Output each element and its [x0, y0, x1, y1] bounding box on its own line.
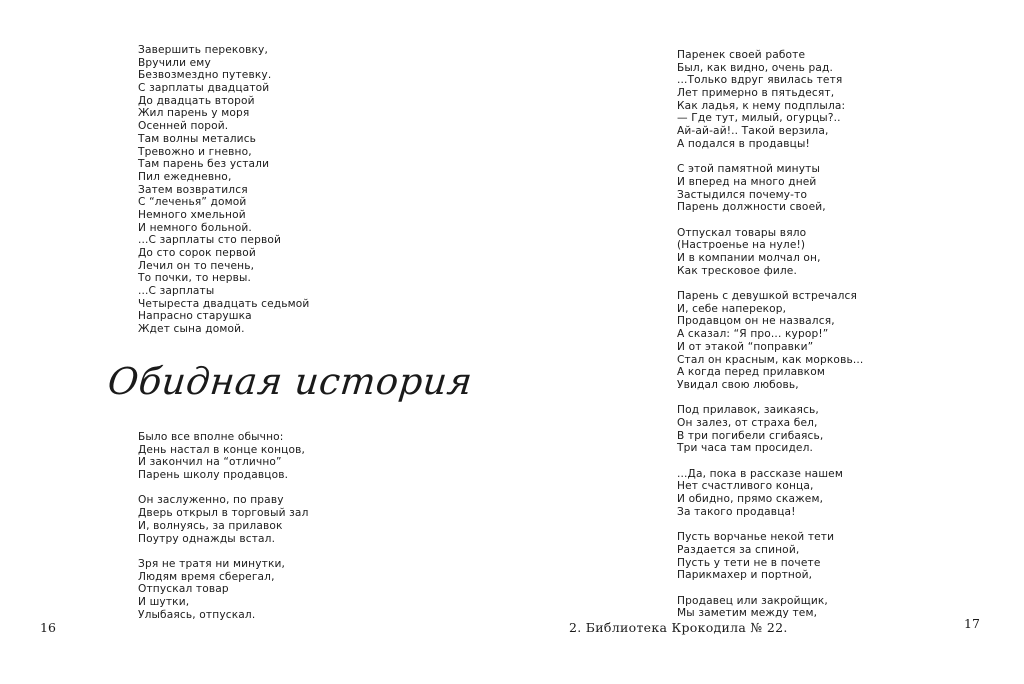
verse-line: Как тресковое филе. — [677, 264, 797, 277]
poem-left-column — [138, 431, 309, 621]
verse-line: Пусть ворчанье некой тети — [677, 531, 835, 544]
verse-line: С зарплаты двадцатой — [138, 82, 270, 95]
verse-line: Он залез, от страха бел, — [677, 416, 818, 429]
verse-line: Парень школу продавцов. — [138, 469, 289, 482]
verse-line: День настал в конце концов, — [138, 443, 306, 456]
verse-line: Нет счастливого конца, — [677, 480, 814, 493]
verse-line: А подался в продавцы! — [677, 137, 810, 150]
verse-line: Лечил он то печень, — [138, 259, 255, 272]
verse-line: Жил парень у моря — [138, 107, 250, 120]
verse-line: И, волнуясь, за прилавок — [138, 519, 283, 532]
verse-line: Осенней порой. — [138, 120, 229, 133]
verse-line: ...Только вдруг явилась тетя — [677, 74, 843, 87]
verse-line: Немного хмельной — [138, 208, 246, 221]
verse-line: Было все вполне обычно: — [138, 431, 284, 443]
stanza-gap — [677, 151, 863, 164]
verse-line: Улыбаясь, отпускал. — [138, 608, 256, 621]
verse-line: Три часа там просидел. — [677, 442, 814, 455]
page-number-right: 17 — [964, 616, 980, 631]
verse-line: Парень должности своей, — [677, 201, 826, 214]
verse-line: Зря не тратя ни минутки, — [138, 557, 286, 570]
verse-line: За такого продавца! — [677, 505, 796, 518]
verse-line: Паренек своей работе — [677, 49, 806, 61]
verse-line: Там волны метались — [138, 132, 257, 145]
stanza-gap — [677, 392, 863, 405]
verse-line: ...Да, пока в рассказе нашем — [677, 467, 843, 480]
verse-line: ...С зарплаты — [138, 285, 215, 298]
verse-line: Затем возвратился — [138, 183, 248, 196]
verse-line: Парикмахер и портной, — [677, 569, 813, 582]
verse-line: То почки, то нервы. — [138, 272, 252, 285]
verse-line: Парень с девушкой встречался — [677, 290, 858, 303]
verse-line: Был, как видно, очень рад. — [677, 61, 833, 74]
poem-title: Обидная история — [105, 360, 475, 403]
verse-line: Безвозмездно путевку. — [138, 69, 272, 82]
verse-line: Пил ежедневно, — [138, 170, 232, 183]
stanza-gap — [138, 482, 309, 495]
verse-line: И обидно, прямо скажем, — [677, 493, 824, 506]
stanza-gap — [138, 545, 309, 558]
verse-line: И шутки, — [138, 595, 190, 608]
verse-line: Там парень без устали — [138, 158, 270, 171]
verse-line: Завершить перековку, — [138, 44, 268, 56]
verse-line: Как ладья, к нему подплыла: — [677, 99, 846, 112]
verse-line: И в компании молчал он, — [677, 252, 821, 264]
stanza-gap — [677, 582, 863, 595]
verse-line: Напрасно старушка — [138, 310, 252, 323]
verse-line: Лет примерно в пятьдесят, — [677, 87, 835, 100]
verse-line: До двадцать второй — [138, 94, 255, 107]
stanza-gap — [677, 455, 863, 468]
verse-line: С этой памятной минуты — [677, 163, 821, 176]
verse-line: Отпускал товар — [138, 583, 229, 596]
verse-line: Стал он красным, как морковь... — [677, 353, 864, 366]
stanza-gap — [677, 277, 863, 290]
verse-line: С “леченья” домой — [138, 196, 247, 209]
verse-line: Раздается за спиной, — [677, 543, 800, 556]
verse-line: Ждет сына домой. — [138, 323, 245, 336]
verse-continuation — [138, 44, 309, 336]
verse-line: Ай-ай-ай!.. Такой верзила, — [677, 125, 829, 138]
verse-line: Мы заметим между тем, — [677, 607, 818, 620]
signature-note: 2. Библиотека Крокодила № 22. — [569, 620, 788, 635]
verse-line: А сказал: “Я про... курор!” — [677, 328, 829, 341]
verse-line: Поутру однажды встал. — [138, 532, 276, 545]
verse-line: ...С зарплаты сто первой — [138, 234, 282, 247]
verse-line: И от этакой “поправки” — [677, 340, 814, 353]
verse-line: И вперед на много дней — [677, 175, 817, 188]
verse-line: Под прилавок, заикаясь, — [677, 404, 819, 417]
verse-line: (Настроенье на нуле!) — [677, 239, 806, 252]
verse-line: И закончил на “отлично” — [138, 456, 282, 469]
poem-right-column — [677, 49, 863, 620]
verse-line: Он заслуженно, по праву — [138, 494, 284, 507]
verse-line: Тревожно и гневно, — [138, 145, 252, 158]
verse-line: Застыдился почему-то — [677, 188, 808, 201]
verse-line: В три погибели сгибаясь, — [677, 429, 824, 442]
verse-line: И, себе наперекор, — [677, 302, 787, 315]
verse-line: До сто сорок первой — [138, 247, 256, 259]
verse-line: А когда перед прилавком — [677, 366, 825, 379]
page-number-left: 16 — [40, 620, 56, 635]
stanza-gap — [677, 214, 863, 227]
verse-line: — Где тут, милый, огурцы?.. — [677, 112, 841, 125]
verse-line: Четыреста двадцать седьмой — [138, 297, 310, 310]
verse-line: Дверь открыл в торговый зал — [138, 507, 309, 520]
verse-line: Людям время сберегал, — [138, 570, 275, 583]
verse-line: Отпускал товары вяло — [677, 226, 807, 239]
verse-line: Вручили ему — [138, 56, 211, 69]
verse-line: Пусть у тети не в почете — [677, 556, 821, 569]
verse-line: И немного больной. — [138, 221, 252, 234]
verse-line: Продавцом он не назвался, — [677, 315, 835, 328]
verse-line: Продавец или закройщик, — [677, 594, 828, 607]
stanza-gap — [677, 518, 863, 531]
verse-line: Увидал свою любовь, — [677, 378, 799, 391]
